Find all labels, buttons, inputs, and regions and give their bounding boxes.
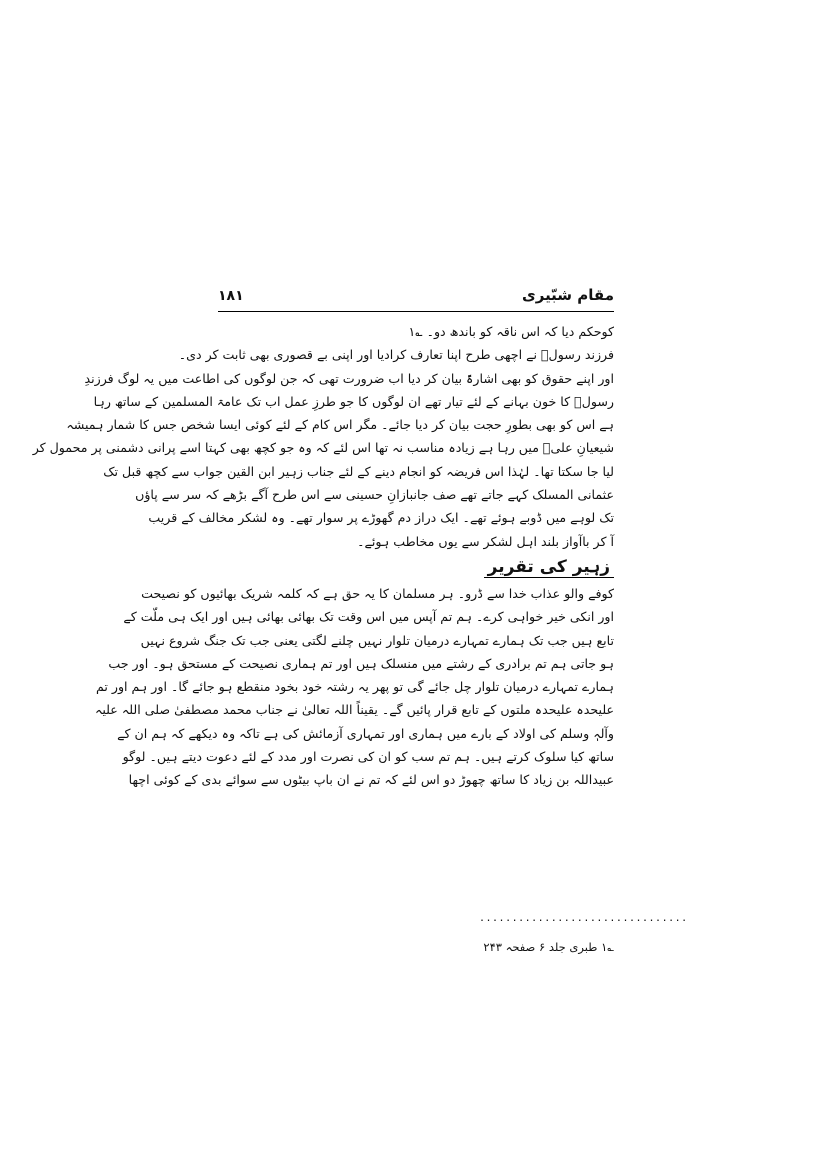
text-line: لیا جا سکتا تھا۔ لہٰذا اس فریضہ کو انجام دینے کے لئے جناب زہیر ابن القین جواب سے کچھ قبل تک [103, 463, 614, 479]
running-title: مقام شبّیری [521, 286, 614, 304]
page-number: ۱۸۱ [218, 288, 244, 304]
text-line: عبیداللہ بن زیاد کا ساتھ چھوڑ دو اس لئے کہ تم نے ان باپ بیٹوں سے سوائے بدی کے کوئی اچھا [128, 772, 614, 788]
text-line: تابع ہیں جب تک ہمارے تمہارے درمیان تلوار نہیں چلنے لگتی یعنی جب تک جنگ شروع نہیں [140, 632, 614, 648]
text-line: ہے اس کو بھی بطورِ حجت بیان کر دیا جائے۔ مگر اس کام کے لئے کوئی ایسا شخص جس کا شمار ہمیشہ [66, 417, 614, 433]
text-line: ہو جاتی ہم تم برادری کے رشتے میں منسلک ہیں اور تم ہماری نصیحت کے مستحق ہو۔ اور جب [108, 655, 614, 671]
text-line: تک لوہے میں ڈوبے ہوئے تھے۔ ایک دراز دم گھوڑے پر سوار تھے۔ وہ لشکر مخالف کے قریب [148, 510, 614, 526]
text-line: فرزند رسولؐ نے اچھی طرح اپنا تعارف کرادیا اور اپنی بے قصوری بھی ثابت کر دی۔ [178, 347, 614, 363]
text-line: ہمارے تمہارے درمیان تلوار چل جائے گی تو پھر یہ رشتہ خود بخود منقطع ہو جائے گا۔ اور ہم اور تم [95, 679, 614, 695]
page-header [218, 286, 614, 314]
footnote-rule: ................................ [479, 913, 688, 924]
text-line: اور انکی خیر خواہی کرے۔ ہم تم آپس میں اس وقت تک بھائی بھائی ہیں اور ایک ہی ملّت کے [123, 609, 614, 625]
header-rule [218, 311, 614, 312]
section-heading [218, 553, 614, 582]
body-text [32, 320, 614, 792]
footnote: ؎۱ طبری جلد ۶ صفحہ ۲۴۳ [483, 940, 614, 954]
text-line: کوفے والو عذاب خدا سے ڈرو۔ ہر مسلمان کا یہ حق ہے کہ کلمہ شریک بھائیوں کو نصیحت [141, 585, 614, 601]
text-line: ساتھ کیا سلوک کرتے ہیں۔ ہم تم سب کو ان کی نصرت اور مدد کے لئے دعوت دیتے ہیں۔ لوگو [122, 749, 614, 765]
text-line: کوحکم دیا کہ اس ناقہ کو باندھ دو۔ ؎۱ [408, 324, 614, 339]
text-line: آ کر باآواز بلند اہل لشکر سے یوں مخاطب ہوئے۔ [357, 533, 614, 549]
text-line: شیعیانِ علیؑ میں رہا ہے زیادہ مناسب نہ تھا اس لئے کہ وہ جو کچھ بھی کہتا اسے پرانی دشمنی پر محمول کر [32, 440, 614, 456]
text-line: عثمانی المسلک کہے جاتے تھے صف جانبازانِ حسینی سے اس طرح آگے بڑھے کہ سر سے پاؤں [135, 487, 614, 503]
section-heading-text: زہیر کی تقریر [484, 557, 614, 578]
text-line: وآلہٖ وسلم کی اولاد کے بارے میں ہماری اور تمہاری آزمائش کی ہے تاکہ وہ دیکھے کہ ہم ان کے [117, 725, 614, 741]
text-line: اور اپنے حقوق کو بھی اشارۃً بیان کر دیا اب ضرورت تھی کہ جن لوگوں کی اطاعت میں یہ لوگ فرزندِ [84, 370, 614, 386]
text-line: رسولؐ کا خون بہانے کے لئے تیار تھے ان لوگوں کا جو طرزِ عمل اب تک عامۃ المسلمین کے ساتھ رہا [93, 393, 614, 409]
text-line: علیحدہ علیحدہ ملتوں کے تابع قرار پائیں گے۔ یقیناً اللہ تعالیٰ نے جناب محمد مصطفیٰ صلی اللہ علیہ [94, 702, 614, 718]
